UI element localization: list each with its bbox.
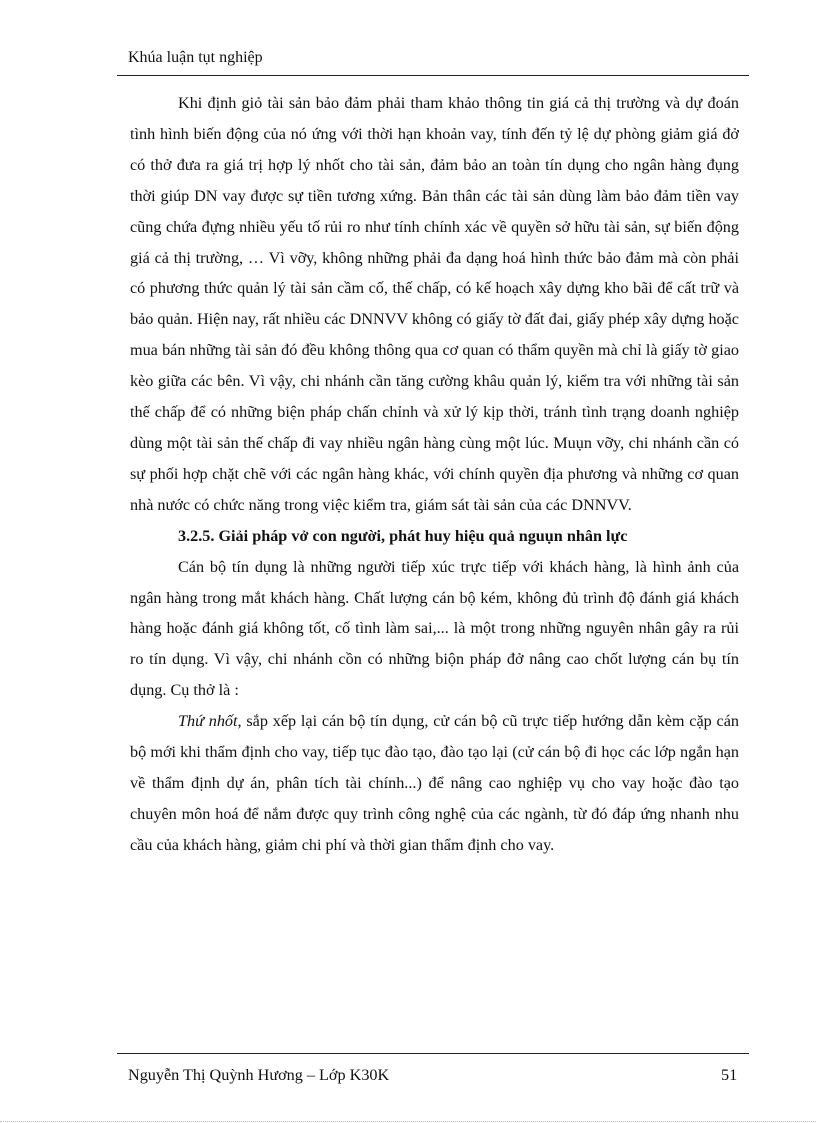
body-paragraph-1: Khi định giỏ tài sản bảo đảm phải tham khảo thông tin giá cả thị trường và dự đoán tình hình biến động của nó ứng với thời hạn khoản vay, tính đến tỷ lệ dự phòng giảm giá đở có thở đưa ra giá trị hợp lý nhốt cho tài sản, đảm bảo an toàn tín dụng cho ngân hàng đụng thời giúp DN vay được sự tiền tương xứng. Bản thân các tài sản dùng làm bảo đảm tiền vay cũng chứa đựng nhiều yếu tố rủi ro như tính chính xác về quyền sở hữu tài sản, sự biến động giá cả thị trường, … Vì vỡy, không những phải đa dạng hoá hình thức bảo đảm mà còn phải có phương thức quản lý tài sản cầm cố, thế chấp, có kế hoạch xây dựng kho bãi để cất trữ và bảo quản. Hiện nay, rất nhiều các DNNVV không có giấy tờ đất đai, giấy phép xây dựng hoặc mua bán những tài sản đó đều không thông qua cơ quan có thẩm quyền mà chỉ là giấy tờ giao kèo giữa các bên. Vì vậy, chi nhánh cần tăng cường khâu quản lý, kiểm tra với những tài sản thế chấp để có những biện pháp chấn chỉnh và xử lý kịp thời, tránh tình trạng doanh nghiệp dùng một tài sản thế chấp đi vay nhiều ngân hàng cùng một lúc. Muụn vỡy, chi nhánh cần có sự phối hợp chặt chẽ với các ngân hàng khác, với chính quyền địa phương và những cơ quan nhà nước có chức năng trong việc kiểm tra, giám sát tài sản của các DNNVV.: [130, 94, 739, 514]
header-divider: [117, 75, 749, 76]
running-header: Khúa luận tụt nghiệp: [128, 49, 263, 66]
paragraph-3-text: , sắp xếp lại cán bộ tín dụng, cử cán bộ cũ trực tiếp hướng dẫn kèm cặp cán bộ mới khi thẩm định cho vay, tiếp tục đào tạo, đào tạo lại (cử cán bộ đi học các lớp ngắn hạn về thẩm định dự án, phân tích tài chính...) để nâng cao nghiệp vụ cho vay hoặc đào tạo chuyên môn hoá để nắm được quy trình công nghệ của các ngành, từ đó đáp ứng nhanh nhu cầu của khách hàng, giảm chi phí và thời gian thẩm định cho vay.: [130, 712, 739, 854]
body-paragraph-3: [130, 706, 739, 861]
page-body: [130, 88, 739, 861]
footer-author: Nguyễn Thị Quỳnh Hương – Lớp K30K: [128, 1066, 390, 1084]
body-paragraph-2: Cán bộ tín dụng là những người tiếp xúc trực tiếp với khách hàng, là hình ảnh của ngân hàng trong mắt khách hàng. Chất lượng cán bộ kém, không đủ trình độ đánh giá khách hàng hoặc đánh giá không tốt, cố tình làm sai,... là một trong những nguyên nhân gây ra rủi ro tín dụng. Vì vậy, chi nhánh cồn có những biộn pháp đở nâng cao chốt lượng cán bụ tín dụng. Cụ thở là :: [130, 557, 739, 700]
footer-divider: [117, 1053, 749, 1054]
section-heading: 3.2.5. Giải pháp vở con người, phát huy hiệu quả nguụn nhân lực: [178, 526, 628, 545]
page-bottom-border: [0, 1121, 816, 1122]
page-number: 51: [721, 1066, 738, 1084]
paragraph-3-lead: Thứ nhốt: [178, 712, 238, 731]
